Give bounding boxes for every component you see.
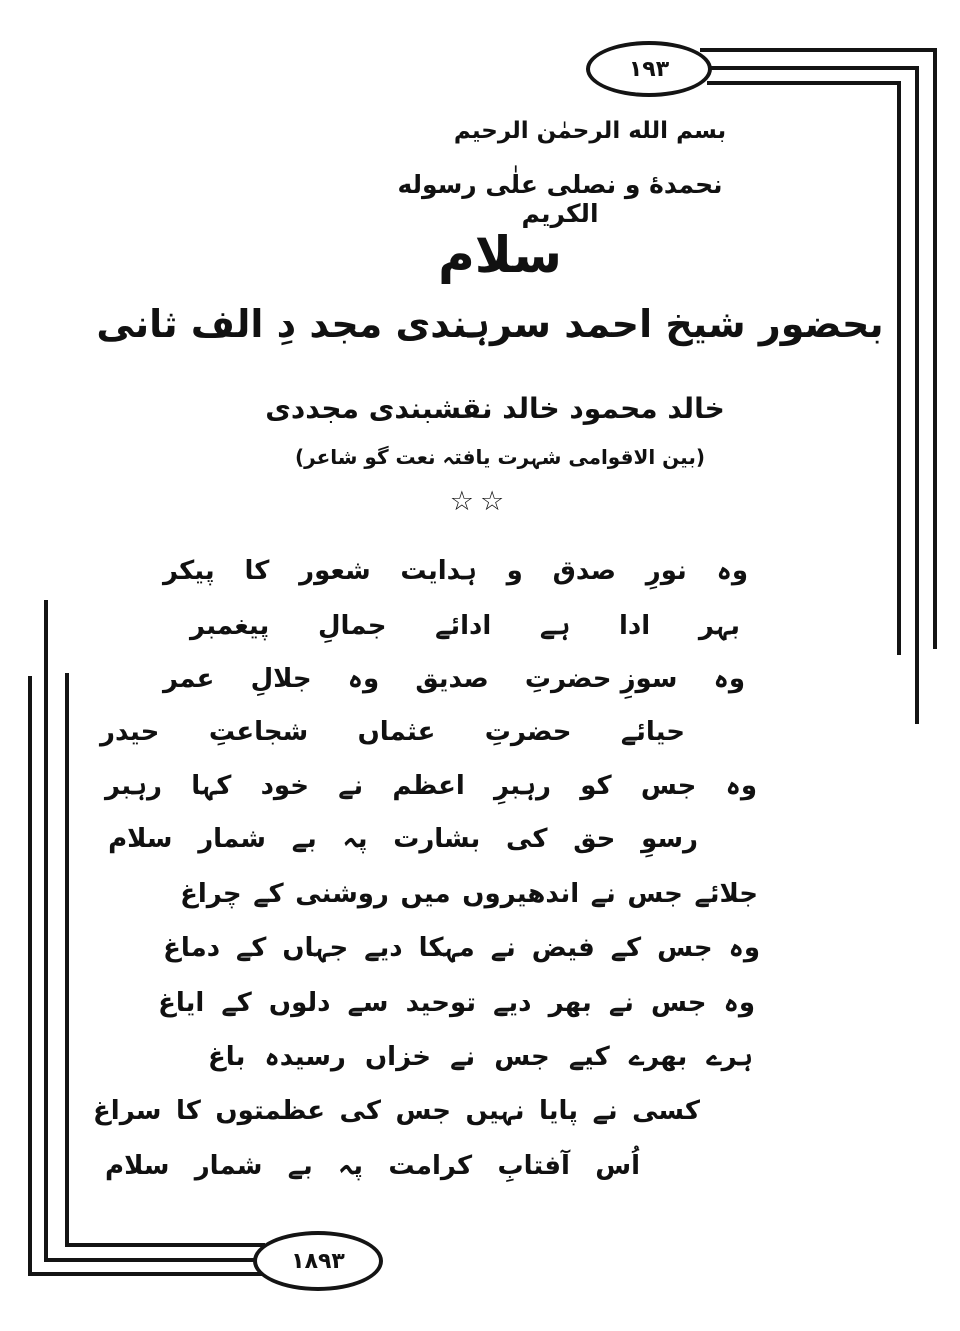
poem-word: کی <box>506 824 548 854</box>
poem-word: جلالِ <box>250 664 312 694</box>
poem-word: کے <box>236 933 267 963</box>
poem-word: کا <box>244 556 270 586</box>
poem-word: وہ <box>723 988 755 1018</box>
border-line-top-right-h-middle <box>704 66 919 70</box>
poem-word: خود <box>260 771 309 801</box>
poem-word: پہ <box>338 1151 364 1181</box>
poem-word: عثماں <box>357 717 436 747</box>
poem-word: خزاں <box>364 1042 431 1072</box>
border-line-top-right-h-outer <box>700 48 937 52</box>
poem-word: جس <box>627 879 683 909</box>
poem-word: توحید <box>405 988 477 1018</box>
poem-word: کہا <box>191 771 232 801</box>
poem-word: وہ <box>728 933 760 963</box>
poem-word: روشنی <box>295 879 389 909</box>
poem-word: ہدایت <box>400 556 477 586</box>
poem-word: نے <box>608 988 634 1018</box>
poem-word: ادائے <box>435 611 492 641</box>
poem-word: جس <box>395 1096 451 1126</box>
poem-word: فیض <box>531 933 595 963</box>
poem-word: حضرتِ <box>484 717 572 747</box>
poem-word: میں <box>400 879 451 909</box>
poem-word: شمار <box>198 824 266 854</box>
poem-line <box>105 771 757 801</box>
poem-word: سراغ <box>93 1096 162 1126</box>
poem-word: وہ <box>725 771 757 801</box>
poem-line <box>190 611 740 641</box>
poem-word: وہ <box>716 556 748 586</box>
poem-word: نے <box>338 771 364 801</box>
poem-line <box>163 556 748 586</box>
border-line-right-inner <box>897 81 901 655</box>
poem-word: ادا <box>619 611 651 641</box>
poem-word: جس <box>494 1042 550 1072</box>
star-divider-icon: ☆☆ <box>449 486 511 517</box>
poem-word: کے <box>253 879 284 909</box>
author-note: (بین الاقوامی شہرت یافتہ نعت گو شاعر) <box>295 445 705 469</box>
poem-word: حیائے <box>620 717 685 747</box>
hamd-line: نحمدهٔ و نصلی علٰی رسوله الکریم <box>397 170 723 228</box>
poem-word: کا <box>175 1096 201 1126</box>
poem-word: حیدر <box>100 717 160 747</box>
border-line-right-middle <box>915 66 919 724</box>
poem-word: دیے <box>364 933 403 963</box>
page-number-bottom: ۱۸۹۳ <box>291 1248 345 1274</box>
poem-word: بہر <box>698 611 740 641</box>
poem-word: بھر <box>548 988 592 1018</box>
poem-word: وہ <box>713 664 745 694</box>
poem-word: دلوں <box>268 988 331 1018</box>
poem-word: پایا <box>539 1096 579 1126</box>
poem-word: کے <box>221 988 252 1018</box>
poem-word: رسوِ <box>641 824 698 854</box>
poem-word: سلام <box>105 1151 170 1181</box>
poem-word: مہکا <box>418 933 475 963</box>
poem-word: اُس <box>595 1151 640 1181</box>
page-number-top: ۱۹۳ <box>628 56 670 82</box>
poem-line <box>163 933 760 963</box>
border-line-bottom-left-h-inner <box>65 1243 265 1247</box>
poem-word: ہے <box>539 611 571 641</box>
border-line-top-right-h-inner <box>707 81 901 85</box>
poem-word: شعور <box>299 556 371 586</box>
poem-word: و <box>506 556 523 586</box>
poem-word: چراغ <box>180 879 242 909</box>
poem-word: کسی <box>632 1096 700 1126</box>
poem-word: جہاں <box>282 933 349 963</box>
page-number-badge-bottom <box>253 1231 383 1291</box>
border-line-left-outer <box>28 676 32 1276</box>
poem-word: کرامت <box>388 1151 473 1181</box>
bismillah-line: بسم الله الرحمٰن الرحیم <box>453 118 727 144</box>
poem-word: نورِ <box>645 556 687 586</box>
poem-line <box>100 717 685 747</box>
poem-word: وہ <box>347 664 380 694</box>
dedication-title: بحضور شیخ احمد سرہندی مجد دِ الف ثانی <box>96 302 884 346</box>
poem-word: پیکر <box>163 556 215 586</box>
poem-word: رہبرِ <box>494 771 552 801</box>
poem-word: صدق <box>552 556 616 586</box>
border-line-bottom-left-h-outer <box>28 1272 273 1276</box>
poem-word: بشارت <box>393 824 481 854</box>
poem-word: جس <box>640 771 697 801</box>
page-number-badge-top <box>586 41 712 97</box>
poem-line <box>93 1096 700 1126</box>
poem-word: نہیں <box>465 1096 525 1126</box>
poem-word: ہرے <box>706 1042 753 1072</box>
poem-word: جمالِ <box>317 611 387 641</box>
poem-word: شمار <box>194 1151 263 1181</box>
poem-word: جس <box>657 933 713 963</box>
poem-line <box>158 988 755 1018</box>
poem-word: سلام <box>108 824 173 854</box>
poem-word: شجاعتِ <box>208 717 309 747</box>
poem-line <box>105 1151 640 1181</box>
author-name: خالد محمود خالد نقشبندی مجددی <box>265 392 725 425</box>
poem-word: پیغمبر <box>190 611 270 641</box>
poem-word: نے <box>590 879 616 909</box>
poem-word: پہ <box>342 824 368 854</box>
poem-word: کیے <box>568 1042 610 1072</box>
poem-word: حق <box>573 824 616 854</box>
poem-word: اعظم <box>392 771 465 801</box>
poem-word: نے <box>450 1042 476 1072</box>
poem-word: کی <box>339 1096 381 1126</box>
poem-word: دیے <box>493 988 532 1018</box>
poem-word: صدیق <box>415 664 489 694</box>
poem-word: نے <box>490 933 516 963</box>
poem-line <box>108 824 698 854</box>
poem-word: رہبر <box>105 771 163 801</box>
poem-word: سوزِ حضرتِ <box>524 664 678 694</box>
poem-word: کے <box>610 933 642 963</box>
poem-word: رسیدہ <box>264 1042 346 1072</box>
poem-word: بے <box>287 1151 313 1181</box>
poem-line <box>180 879 758 909</box>
border-line-bottom-left-h-middle <box>44 1258 266 1262</box>
page-title: سلام <box>438 226 562 284</box>
poem-word: آفتابِ <box>497 1151 570 1181</box>
poem-word: نے <box>592 1096 618 1126</box>
poem-word: دماغ <box>163 933 221 963</box>
poem-word: بے <box>291 824 317 854</box>
border-line-left-inner <box>65 673 69 1247</box>
poem-word: بھرے <box>628 1042 688 1072</box>
poem-line <box>163 664 745 694</box>
poem-word: سے <box>347 988 389 1018</box>
poem-word: ایاغ <box>158 988 205 1018</box>
border-line-right-outer <box>933 48 937 649</box>
poem-word: عمر <box>163 664 215 694</box>
poem-word: جس <box>650 988 707 1018</box>
poem-line <box>208 1042 753 1072</box>
poem-word: جلائے <box>694 879 758 909</box>
poem-word: کو <box>580 771 612 801</box>
poem-word: باغ <box>208 1042 246 1072</box>
poem-word: اندھیروں <box>462 879 580 909</box>
border-line-left-middle <box>44 600 48 1262</box>
poem-word: عظمتوں <box>215 1096 325 1126</box>
